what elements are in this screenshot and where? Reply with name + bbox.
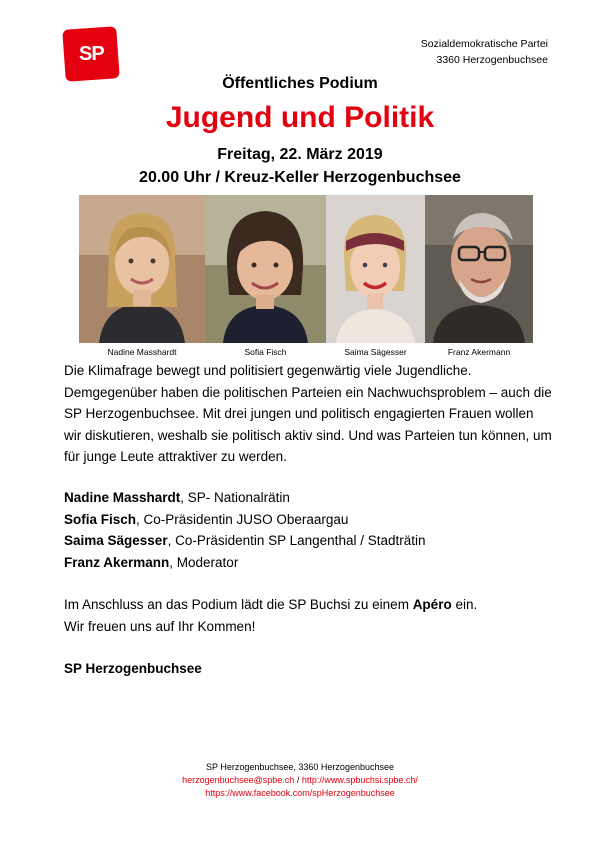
- photo-saima-saegesser: [326, 195, 425, 343]
- participant-name: Franz Akermann: [64, 554, 170, 570]
- footer-facebook-link[interactable]: https://www.facebook.com/spHerzogenbuchsee: [205, 788, 395, 798]
- apero-highlight: Apéro: [412, 597, 452, 612]
- footer-links: [0, 774, 600, 787]
- org-name: Sozialdemokratische Partei: [420, 38, 548, 50]
- participant-row: [64, 509, 554, 531]
- participant-name: Saima Sägesser: [64, 533, 168, 548]
- event-venue: 20.00 Uhr / Kreuz-Keller Herzogenbuchsee: [139, 169, 461, 186]
- caption-nadine-masshardt: Nadine Masshardt: [107, 347, 177, 357]
- photo-sofia-fisch: [205, 195, 326, 343]
- sp-logo-text: SP: [78, 42, 104, 65]
- photo-franz-akermann: [425, 195, 533, 343]
- participant-row: [64, 530, 554, 552]
- closing-line-2: Wir freuen uns auf Ihr Kommen!: [64, 618, 256, 634]
- intro-text: Die Klimafrage bewegt und politisiert gegenwärtig viele Jugendliche. Demgegenüber haben die politischen Parteien ein Nachwuchsproblem – auch die SP Herzogenbuchsee. Mit drei jungen und politisch engagierten Frauen wollen wir diskutieren, weshalb sie politisch aktiv sind. Und was Parteien tun können, um für junge Leute attraktiver zu werden.: [64, 363, 552, 464]
- event-kicker: Öffentliches Podium: [222, 75, 378, 92]
- closing-text: Im Anschluss an das Podium lädt die SP Buchsi zu einem: [64, 597, 413, 612]
- participants-list: [64, 487, 554, 573]
- footer-separator: /: [294, 775, 302, 785]
- caption-sofia-fisch: Sofia Fisch: [244, 347, 287, 357]
- caption-saima-saegesser: Saima Sägesser: [344, 347, 407, 357]
- participant-row: [64, 552, 554, 574]
- footer-email-link[interactable]: herzogenbuchsee@spbe.ch: [182, 775, 295, 785]
- closing-line-1: [64, 594, 554, 616]
- participant-role: , Co-Präsidentin SP Langenthal / Stadträtin: [167, 533, 426, 548]
- participant-name: Nadine Masshardt: [64, 490, 181, 505]
- closing-paragraph: [64, 594, 554, 637]
- event-date: Freitag, 22. März 2019: [217, 146, 383, 163]
- footer-address: SP Herzogenbuchsee, 3360 Herzogenbuchsee: [206, 762, 394, 772]
- participant-role: , Co-Präsidentin JUSO Oberaargau: [136, 511, 349, 527]
- sp-logo: [62, 26, 119, 82]
- participant-role: , SP- Nationalrätin: [180, 490, 290, 505]
- signature: SP Herzogenbuchsee: [64, 661, 202, 676]
- footer-website-link[interactable]: http://www.spbuchsi.spbe.ch/: [301, 775, 418, 785]
- participant-name: Sofia Fisch: [64, 511, 137, 527]
- photo-nadine-masshardt: [79, 195, 205, 343]
- participant-role: , Moderator: [169, 554, 239, 570]
- participant-row: [64, 487, 554, 509]
- event-title: Jugend und Politik: [165, 101, 435, 134]
- closing-text: ein.: [451, 597, 478, 612]
- intro-paragraph: [64, 360, 554, 468]
- organization-address: [421, 36, 548, 68]
- caption-franz-akermann: Franz Akermann: [447, 347, 511, 357]
- org-city: 3360 Herzogenbuchsee: [436, 54, 548, 66]
